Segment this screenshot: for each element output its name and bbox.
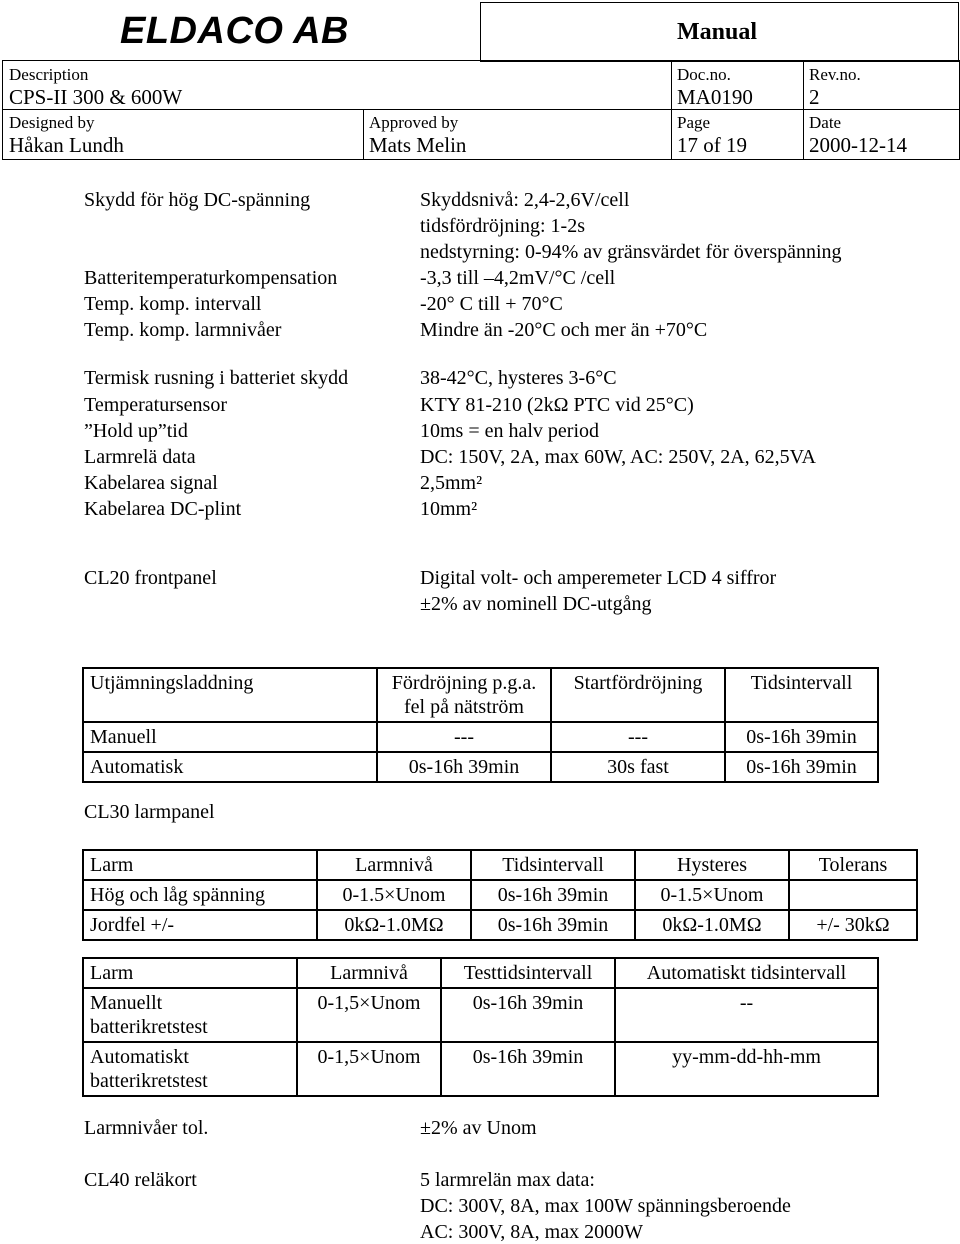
table-header-cell: Testtidsintervall (441, 958, 615, 988)
table-row (83, 722, 878, 752)
approved-value: Mats Melin (369, 133, 467, 157)
header-line: Fördröjning p.g.a. (391, 672, 537, 694)
company-name: ELDACO AB (120, 10, 349, 52)
cl20-label: CL20 frontpanel (84, 567, 217, 589)
table-header-row (83, 958, 878, 988)
table-cell: 0kΩ-1.0MΩ (317, 910, 471, 940)
table-cell: +/- 30kΩ (789, 910, 917, 940)
table-cell: Jordfel +/- (83, 910, 317, 940)
spec-value: Mindre än -20°C och mer än +70°C (420, 319, 708, 341)
table-header-cell: Startfördröjning (551, 668, 725, 722)
header-line: fel på nätström (404, 696, 524, 718)
spec-label: Skydd för hög DC-spänning (84, 189, 311, 211)
tol-label: Larmnivåer tol. (84, 1117, 209, 1139)
table-cell: 0s-16h 39min (377, 752, 551, 782)
table-cell: -- (615, 988, 878, 1042)
spec-label: Batteritemperaturkompensation (84, 267, 338, 289)
table-row (83, 880, 917, 910)
description-label: Description (9, 65, 89, 84)
table-header-cell: Tidsintervall (725, 668, 878, 722)
divider (363, 109, 364, 159)
cl20-line: ±2% av nominell DC-utgång (420, 593, 652, 615)
spec-value: 2,5mm² (420, 472, 483, 494)
tol-value: ±2% av Unom (420, 1117, 537, 1139)
table-header-cell (377, 668, 551, 722)
title-block (2, 60, 960, 160)
spec-value: tidsfördröjning: 1-2s (420, 215, 585, 237)
spec-value: nedstyrning: 0-94% av gränsvärdet för överspänning (420, 241, 842, 263)
cl40-line: DC: 300V, 8A, max 100W spänningsberoende (420, 1195, 791, 1217)
docno-label: Doc.no. (677, 65, 731, 84)
spec-value: KTY 81-210 (2kΩ PTC vid 25°C) (420, 394, 694, 416)
table-cell: 0s-16h 39min (471, 910, 635, 940)
spec-value: Skyddsnivå: 2,4-2,6V/cell (420, 189, 630, 211)
table-cell: 0s-16h 39min (441, 1042, 615, 1096)
table-cell: 0-1,5×Unom (297, 988, 441, 1042)
table-cell: --- (551, 722, 725, 752)
cl40-line: 5 larmrelän max data: (420, 1169, 595, 1191)
cell-line: batterikretstest (90, 1016, 208, 1038)
table-cell: 0s-16h 39min (725, 752, 878, 782)
spec-label: Kabelarea DC-plint (84, 498, 242, 520)
table-header-cell: Larm (83, 850, 317, 880)
table-row (83, 910, 917, 940)
table-cell: 0kΩ-1.0MΩ (635, 910, 789, 940)
spec-value: -20° C till + 70°C (420, 293, 563, 315)
spec-label: Kabelarea signal (84, 472, 218, 494)
alarm-panel-table (82, 849, 918, 941)
cell-line: batterikretstest (90, 1070, 208, 1092)
table-cell (789, 880, 917, 910)
table-row (83, 988, 878, 1042)
date-label: Date (809, 113, 842, 132)
spec-label: ”Hold up”tid (84, 420, 188, 442)
table-cell: 0-1,5×Unom (297, 1042, 441, 1096)
table-cell: yy-mm-dd-hh-mm (615, 1042, 878, 1096)
spec-label: Termisk rusning i batteriet skydd (84, 367, 349, 389)
cl40-line: AC: 300V, 8A, max 2000W (420, 1221, 643, 1243)
table-row (83, 1042, 878, 1096)
table-header-row (83, 850, 917, 880)
spec-value: 38-42°C, hysteres 3-6°C (420, 367, 617, 389)
date-value: 2000-12-14 (809, 133, 907, 157)
table-cell: 0s-16h 39min (441, 988, 615, 1042)
table-header-cell: Tolerans (789, 850, 917, 880)
cl30-label: CL30 larmpanel (84, 801, 215, 823)
table-cell: 0-1.5×Unom (635, 880, 789, 910)
cell-line: Manuellt (90, 992, 163, 1014)
designed-value: Håkan Lundh (9, 133, 124, 157)
table-header-cell: Larmnivå (317, 850, 471, 880)
equalizing-charge-table (82, 667, 879, 783)
table-cell: 30s fast (551, 752, 725, 782)
table-cell: 0s-16h 39min (725, 722, 878, 752)
spec-label: Temperatursensor (84, 394, 227, 416)
table-cell: 0s-16h 39min (471, 880, 635, 910)
spec-value: 10mm² (420, 498, 478, 520)
doc-type-box (480, 2, 959, 62)
table-header-cell: Tidsintervall (471, 850, 635, 880)
battery-test-table (82, 957, 879, 1097)
table-header-cell: Larm (83, 958, 297, 988)
table-row (83, 752, 878, 782)
designed-label: Designed by (9, 113, 95, 132)
table-header-row (83, 668, 878, 722)
docno-value: MA0190 (677, 85, 753, 109)
revno-label: Rev.no. (809, 65, 861, 84)
spec-label: Temp. komp. larmnivåer (84, 319, 282, 341)
cell-line: Automatiskt (90, 1046, 189, 1068)
divider (671, 61, 672, 159)
spec-label: Temp. komp. intervall (84, 293, 262, 315)
table-cell: Automatisk (83, 752, 377, 782)
table-header-cell: Utjämningsladdning (83, 668, 377, 722)
table-cell (83, 988, 297, 1042)
description-value: CPS-II 300 & 600W (9, 85, 183, 109)
table-cell: --- (377, 722, 551, 752)
page-value: 17 of 19 (677, 133, 747, 157)
table-header-cell: Hysteres (635, 850, 789, 880)
cl20-line: Digital volt- och amperemeter LCD 4 siffror (420, 567, 777, 589)
table-cell: Hög och låg spänning (83, 880, 317, 910)
table-header-cell: Automatiskt tidsintervall (615, 958, 878, 988)
revno-value: 2 (809, 85, 820, 109)
page-label: Page (677, 113, 711, 132)
doc-type: Manual (677, 19, 758, 45)
spec-value: DC: 150V, 2A, max 60W, AC: 250V, 2A, 62,5VA (420, 446, 816, 468)
table-cell: Manuell (83, 722, 377, 752)
divider (803, 61, 804, 159)
spec-value: 10ms = en halv period (420, 420, 600, 442)
approved-label: Approved by (369, 113, 459, 132)
spec-value: -3,3 till –4,2mV/°C /cell (420, 267, 616, 289)
table-cell: 0-1.5×Unom (317, 880, 471, 910)
cl40-label: CL40 reläkort (84, 1169, 197, 1191)
table-header-cell: Larmnivå (297, 958, 441, 988)
spec-label: Larmrelä data (84, 446, 196, 468)
table-cell (83, 1042, 297, 1096)
